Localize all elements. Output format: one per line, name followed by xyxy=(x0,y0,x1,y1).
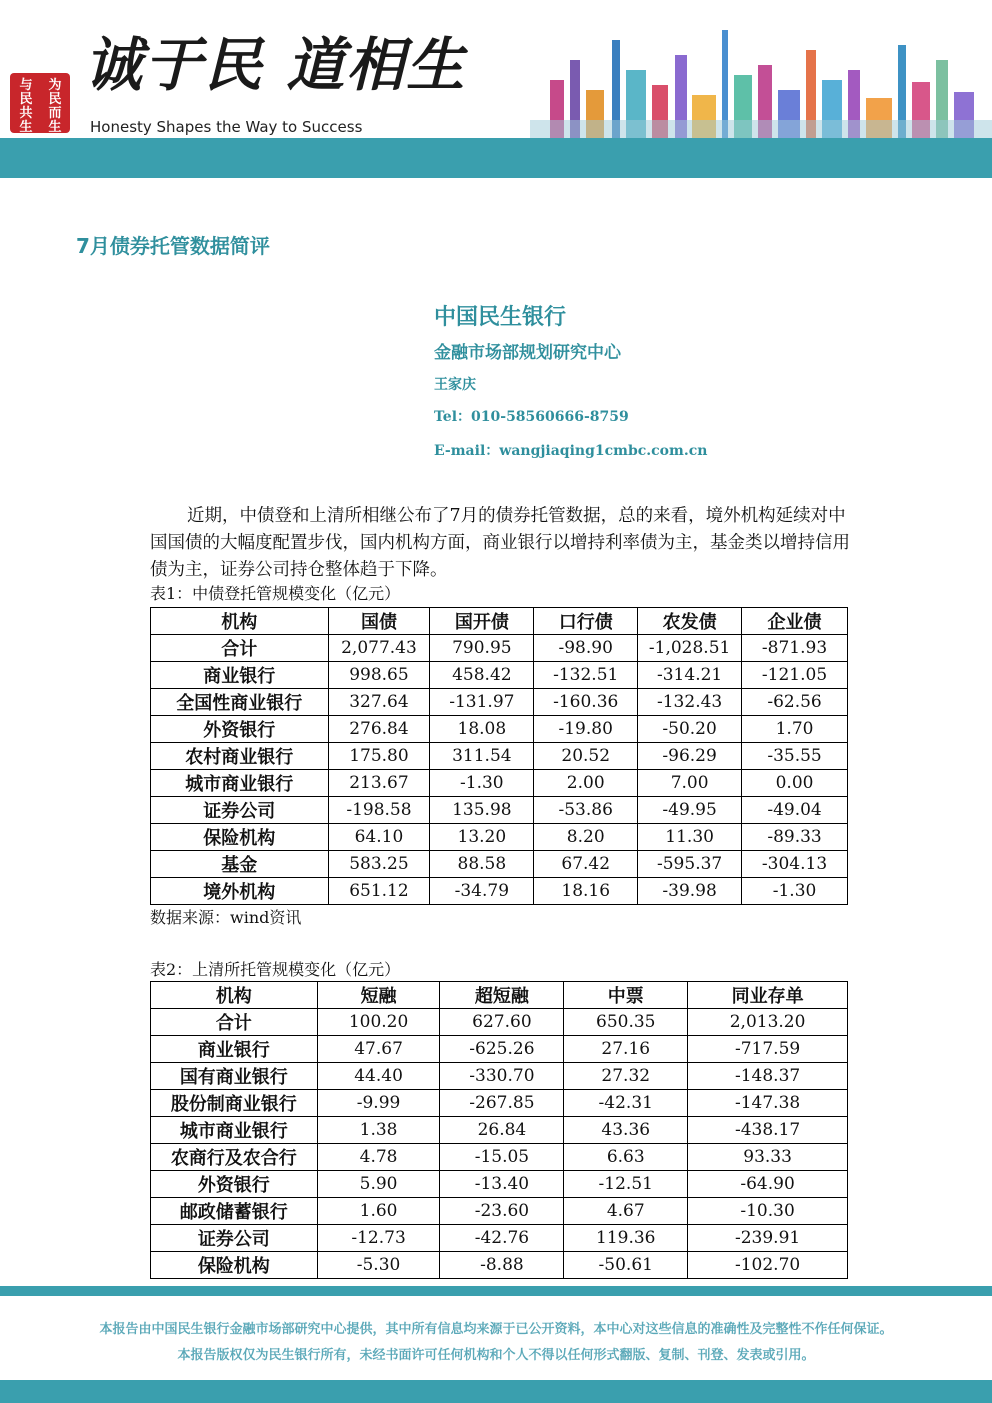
value-cell: -96.29 xyxy=(638,743,742,770)
value-cell: -267.85 xyxy=(440,1090,564,1117)
value-cell: 1.60 xyxy=(317,1198,440,1225)
value-cell: -595.37 xyxy=(638,851,742,878)
institution-cell: 保险机构 xyxy=(151,1252,318,1279)
value-cell: 1.70 xyxy=(742,716,848,743)
value-cell: -12.51 xyxy=(564,1171,688,1198)
value-cell: -49.04 xyxy=(742,797,848,824)
institution-cell: 证券公司 xyxy=(151,1225,318,1252)
value-cell: -42.31 xyxy=(564,1090,688,1117)
table-row xyxy=(151,1252,848,1279)
value-cell: 44.40 xyxy=(317,1063,440,1090)
header-band xyxy=(0,138,992,178)
institution-cell: 境外机构 xyxy=(151,878,329,905)
value-cell: -50.61 xyxy=(564,1252,688,1279)
institution-cell: 商业银行 xyxy=(151,1036,318,1063)
value-cell: 64.10 xyxy=(328,824,430,851)
institution-cell: 股份制商业银行 xyxy=(151,1090,318,1117)
footer-disclaimer: 本报告由中国民生银行金融市场部研究中心提供，其中所有信息均来源于已公开资料，本中心对这些信息的准确性及完整性不作任何保证。 xyxy=(99,1322,893,1337)
value-cell: -50.20 xyxy=(638,716,742,743)
column-header: 机构 xyxy=(151,982,318,1009)
value-cell: 18.16 xyxy=(534,878,638,905)
institution-cell: 农商行及农合行 xyxy=(151,1144,318,1171)
value-cell: 1.38 xyxy=(317,1117,440,1144)
value-cell: 27.32 xyxy=(564,1063,688,1090)
column-header: 国开债 xyxy=(430,608,534,635)
institution-cell: 邮政储蓄银行 xyxy=(151,1198,318,1225)
institution-cell: 外资银行 xyxy=(151,1171,318,1198)
value-cell: -1,028.51 xyxy=(638,635,742,662)
table-row xyxy=(151,878,848,905)
value-cell: -19.80 xyxy=(534,716,638,743)
column-header: 同业存单 xyxy=(688,982,848,1009)
value-cell: -717.59 xyxy=(688,1036,848,1063)
value-cell: -625.26 xyxy=(440,1036,564,1063)
value-cell: 650.35 xyxy=(564,1009,688,1036)
author-name: 王家庆 xyxy=(434,377,476,393)
value-cell: -132.51 xyxy=(534,662,638,689)
value-cell: 7.00 xyxy=(638,770,742,797)
table-row xyxy=(151,1117,848,1144)
footer-band xyxy=(0,1286,992,1296)
author-tel: Tel：010-58560666-8759 xyxy=(434,409,629,425)
value-cell: -35.55 xyxy=(742,743,848,770)
value-cell: -239.91 xyxy=(688,1225,848,1252)
value-cell: 6.63 xyxy=(564,1144,688,1171)
column-header: 超短融 xyxy=(440,982,564,1009)
column-header: 国债 xyxy=(328,608,430,635)
value-cell: -12.73 xyxy=(317,1225,440,1252)
page-header xyxy=(0,0,992,138)
value-cell: 2.00 xyxy=(534,770,638,797)
value-cell: -438.17 xyxy=(688,1117,848,1144)
value-cell: -314.21 xyxy=(638,662,742,689)
value-cell: -89.33 xyxy=(742,824,848,851)
column-header: 短融 xyxy=(317,982,440,1009)
table-row xyxy=(151,1144,848,1171)
table-row xyxy=(151,1036,848,1063)
value-cell: 47.67 xyxy=(317,1036,440,1063)
value-cell: 67.42 xyxy=(534,851,638,878)
institution-cell: 商业银行 xyxy=(151,662,329,689)
column-header: 口行债 xyxy=(534,608,638,635)
value-cell: 20.52 xyxy=(534,743,638,770)
institution-cell: 合计 xyxy=(151,635,329,662)
badge-left-text: 与民共生 xyxy=(19,78,33,135)
footer-copyright: 本报告版权仅为民生银行所有，未经书面许可任何机构和个人不得以任何形式翻版、复制、刊登、发表或引用。 xyxy=(177,1348,815,1363)
table-row xyxy=(151,1198,848,1225)
value-cell: 2,013.20 xyxy=(688,1009,848,1036)
value-cell: -13.40 xyxy=(440,1171,564,1198)
value-cell: -871.93 xyxy=(742,635,848,662)
value-cell: -15.05 xyxy=(440,1144,564,1171)
value-cell: 26.84 xyxy=(440,1117,564,1144)
value-cell: 276.84 xyxy=(328,716,430,743)
value-cell: 583.25 xyxy=(328,851,430,878)
value-cell: 4.67 xyxy=(564,1198,688,1225)
city-skyline-illustration xyxy=(530,10,992,138)
value-cell: -304.13 xyxy=(742,851,848,878)
author-bank: 中国民生银行 xyxy=(434,305,567,330)
value-cell: -160.36 xyxy=(534,689,638,716)
footer-bar xyxy=(0,1380,992,1403)
slogan-english: Honesty Shapes the Way to Success xyxy=(90,118,363,136)
badge-right-text: 为民而生 xyxy=(48,78,62,135)
value-cell: 175.80 xyxy=(328,743,430,770)
value-cell: -132.43 xyxy=(638,689,742,716)
column-header: 中票 xyxy=(564,982,688,1009)
table-header-row xyxy=(151,982,848,1009)
value-cell: 100.20 xyxy=(317,1009,440,1036)
table-row xyxy=(151,797,848,824)
value-cell: 998.65 xyxy=(328,662,430,689)
value-cell: 119.36 xyxy=(564,1225,688,1252)
institution-cell: 合计 xyxy=(151,1009,318,1036)
table-row xyxy=(151,743,848,770)
value-cell: -198.58 xyxy=(328,797,430,824)
value-cell: 213.67 xyxy=(328,770,430,797)
value-cell: 5.90 xyxy=(317,1171,440,1198)
value-cell: 311.54 xyxy=(430,743,534,770)
table1-caption: 表1：中债登托管规模变化（亿元） xyxy=(150,584,401,603)
table-header-row xyxy=(151,608,848,635)
column-header: 企业债 xyxy=(742,608,848,635)
institution-cell: 外资银行 xyxy=(151,716,329,743)
value-cell: -53.86 xyxy=(534,797,638,824)
table1-custody-cdcc xyxy=(150,607,848,905)
table-row xyxy=(151,1171,848,1198)
intro-paragraph: 近期，中债登和上清所相继公布了7月的债券托管数据，总的来看，境外机构延续对中国国债的大幅度配置步伐，国内机构方面，商业银行以增持利率债为主，基金类以增持信用债为主，证券公司持仓整体趋于下降。 xyxy=(150,506,850,580)
value-cell: 135.98 xyxy=(430,797,534,824)
author-email[interactable]: E-mail：wangjiaqing1cmbc.com.cn xyxy=(434,443,708,459)
table-row xyxy=(151,1063,848,1090)
value-cell: -64.90 xyxy=(688,1171,848,1198)
value-cell: -147.38 xyxy=(688,1090,848,1117)
author-department: 金融市场部规划研究中心 xyxy=(434,343,621,363)
table-row xyxy=(151,635,848,662)
value-cell: -102.70 xyxy=(688,1252,848,1279)
brand-logo xyxy=(10,73,70,133)
value-cell: 43.36 xyxy=(564,1117,688,1144)
institution-cell: 城市商业银行 xyxy=(151,1117,318,1144)
institution-cell: 国有商业银行 xyxy=(151,1063,318,1090)
value-cell: -10.30 xyxy=(688,1198,848,1225)
table-row xyxy=(151,770,848,797)
value-cell: -62.56 xyxy=(742,689,848,716)
value-cell: 458.42 xyxy=(430,662,534,689)
table-row xyxy=(151,662,848,689)
value-cell: 327.64 xyxy=(328,689,430,716)
institution-cell: 农村商业银行 xyxy=(151,743,329,770)
value-cell: 651.12 xyxy=(328,878,430,905)
value-cell: 0.00 xyxy=(742,770,848,797)
table2-custody-shch xyxy=(150,981,848,1279)
column-header: 机构 xyxy=(151,608,329,635)
value-cell: 11.30 xyxy=(638,824,742,851)
institution-cell: 城市商业银行 xyxy=(151,770,329,797)
value-cell: 790.95 xyxy=(430,635,534,662)
value-cell: 88.58 xyxy=(430,851,534,878)
value-cell: -8.88 xyxy=(440,1252,564,1279)
value-cell: -42.76 xyxy=(440,1225,564,1252)
institution-cell: 证券公司 xyxy=(151,797,329,824)
value-cell: 13.20 xyxy=(430,824,534,851)
value-cell: -1.30 xyxy=(430,770,534,797)
report-title: 7月债券托管数据简评 xyxy=(76,234,270,258)
value-cell: -39.98 xyxy=(638,878,742,905)
value-cell: 8.20 xyxy=(534,824,638,851)
value-cell: 18.08 xyxy=(430,716,534,743)
value-cell: -148.37 xyxy=(688,1063,848,1090)
table-row xyxy=(151,689,848,716)
value-cell: -98.90 xyxy=(534,635,638,662)
institution-cell: 基金 xyxy=(151,851,329,878)
value-cell: -49.95 xyxy=(638,797,742,824)
table2-caption: 表2：上清所托管规模变化（亿元） xyxy=(150,960,401,979)
value-cell: 627.60 xyxy=(440,1009,564,1036)
value-cell: -1.30 xyxy=(742,878,848,905)
slogan: 诚于民 道相生 xyxy=(84,31,467,99)
table-row xyxy=(151,1009,848,1036)
institution-cell: 保险机构 xyxy=(151,824,329,851)
table-row xyxy=(151,824,848,851)
value-cell: -121.05 xyxy=(742,662,848,689)
value-cell: -9.99 xyxy=(317,1090,440,1117)
value-cell: -5.30 xyxy=(317,1252,440,1279)
table1-source: 数据来源：wind资讯 xyxy=(150,908,302,927)
table-row xyxy=(151,716,848,743)
table-row xyxy=(151,1225,848,1252)
value-cell: 27.16 xyxy=(564,1036,688,1063)
value-cell: -23.60 xyxy=(440,1198,564,1225)
table-row xyxy=(151,851,848,878)
value-cell: -131.97 xyxy=(430,689,534,716)
value-cell: -34.79 xyxy=(430,878,534,905)
value-cell: 4.78 xyxy=(317,1144,440,1171)
value-cell: -330.70 xyxy=(440,1063,564,1090)
column-header: 农发债 xyxy=(638,608,742,635)
value-cell: 93.33 xyxy=(688,1144,848,1171)
table-row xyxy=(151,1090,848,1117)
institution-cell: 全国性商业银行 xyxy=(151,689,329,716)
value-cell: 2,077.43 xyxy=(328,635,430,662)
